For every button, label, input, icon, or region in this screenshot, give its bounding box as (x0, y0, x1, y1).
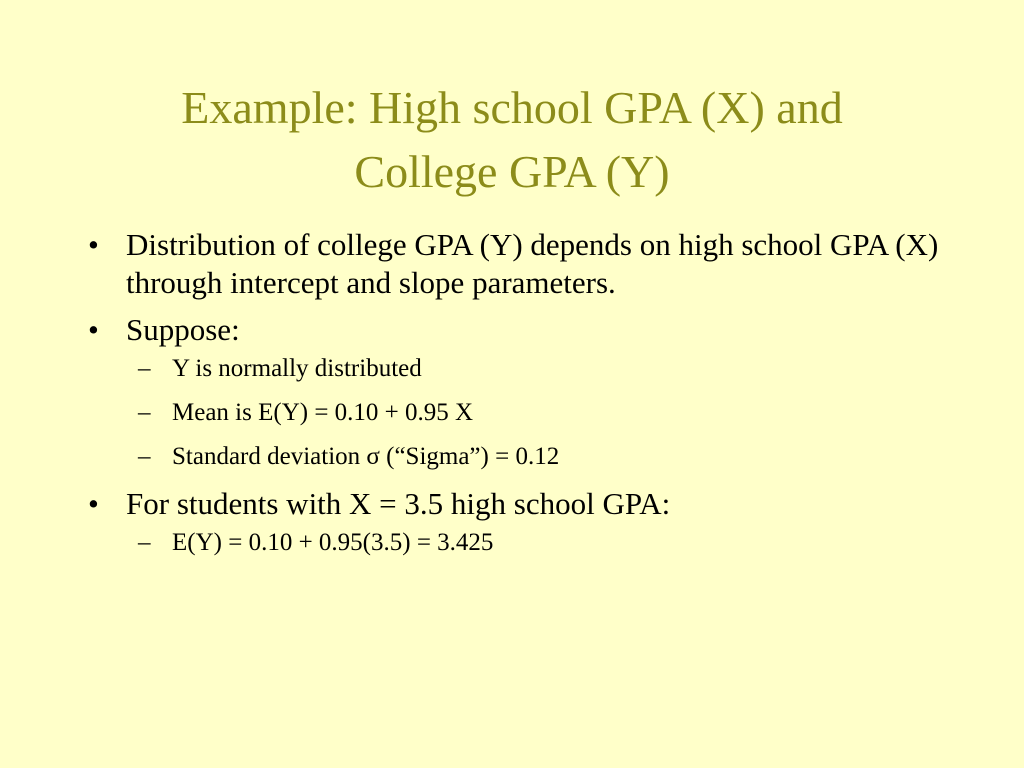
sub-bullet-text: Mean is E(Y) = 0.10 + 0.95 X (172, 399, 474, 426)
sub-bullet-text: E(Y) = 0.10 + 0.95(3.5) = 3.425 (172, 529, 494, 556)
bullet-text: Suppose: (126, 312, 240, 347)
bullet-item (86, 485, 946, 559)
dash-icon: – (138, 399, 151, 426)
dash-icon: – (138, 529, 151, 556)
bullet-item (86, 311, 946, 473)
sub-bullet-list (126, 353, 946, 473)
bullet-text: Distribution of college GPA (Y) depends on high school GPA (X) through intercept and slope parameters. (126, 227, 939, 300)
dash-icon: – (138, 355, 151, 382)
title-line-1: Example: High school GPA (X) and (181, 82, 843, 133)
bullet-icon: • (88, 227, 99, 262)
dash-icon: – (138, 443, 151, 470)
bullet-icon: • (88, 312, 99, 347)
bullet-icon: • (88, 486, 99, 521)
title-line-2: College GPA (Y) (354, 146, 670, 197)
sub-bullet-item (126, 397, 946, 429)
sub-bullet-item (126, 353, 946, 385)
sub-bullet-text: Y is normally distributed (172, 355, 422, 382)
bullet-list (86, 226, 946, 571)
sub-bullet-list (126, 527, 946, 559)
slide-title (60, 76, 964, 204)
sub-bullet-item (126, 441, 946, 473)
sub-bullet-text: Standard deviation σ (“Sigma”) = 0.12 (172, 443, 560, 470)
bullet-text: For students with X = 3.5 high school GPA: (126, 486, 671, 521)
sub-bullet-item (126, 527, 946, 559)
bullet-item (86, 226, 946, 302)
